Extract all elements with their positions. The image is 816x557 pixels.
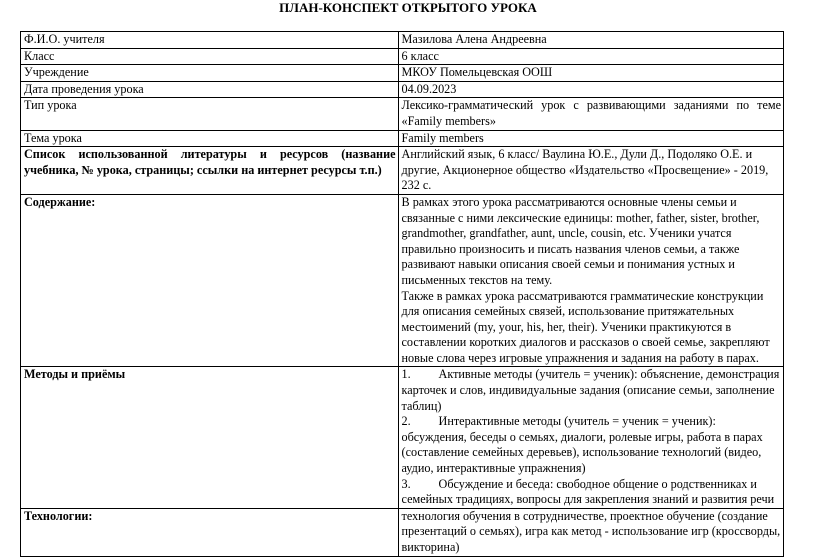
date-value: 04.09.2023 [398,81,783,98]
table-row [21,194,784,367]
literature-label: Список использованной литературы и ресурсов (название учебника, № урока, страницы; ссылки на интернет ресурсы т.п.) [21,147,399,195]
technologies-label: Технологии: [21,508,399,556]
table-row [21,508,784,556]
table-row [21,367,784,508]
list-item [402,367,781,414]
list-item-text: Обсуждение и беседа: свободное общение о родственниках и семейных традициях, вопросы для закрепления знаний и развития речи [401,476,775,507]
grade-value: 6 класс [398,48,783,65]
school-value: МКОУ Помельцевская ООШ [398,65,783,82]
grade-label: Класс [21,48,399,65]
lesson-plan-table [20,31,784,557]
table-row [21,65,784,82]
topic-value: Family members [398,130,783,147]
teacher-value: Мазилова Алена Андреевна [398,32,783,49]
table-row [21,32,784,49]
content-label: Содержание: [21,194,399,367]
table-row [21,48,784,65]
list-item-number: 1. [401,367,411,382]
list-item [402,477,781,508]
topic-label: Тема урока [21,130,399,147]
table-row [21,81,784,98]
list-item-number: 2. [401,414,411,429]
list-item-number: 3. [401,476,411,491]
document-title: ПЛАН-КОНСПЕКТ ОТКРЫТОГО УРОКА [279,0,537,15]
teacher-label: Ф.И.О. учителя [21,32,399,49]
literature-value: Английский язык, 6 класс/ Ваулина Ю.Е., Дули Д., Подоляко О.Е. и другие, Акционерное общество «Издательство «Просвещение» - 2019, 232 с. [398,147,783,195]
methods-label: Методы и приёмы [21,367,399,508]
list-item [402,414,781,476]
lesson-type-value: Лексико-грамматический урок с развивающими заданиями по теме «Family members» [398,98,783,130]
content-paragraph-1: В рамках этого урока рассматриваются основные члены семьи и связанные с ними лексические единицы: mother, father, sister, brother, grandmother, grandfather, aunt, uncle, cousin, etc. Ученики учатся правильно произносить и писать названия членов семьи, а также развивают навыки описания своей семьи и понимания устных и письменных текстов на тему. [401,194,760,287]
content-paragraph-2: Также в рамках урока рассматриваются грамматические конструкции для описания семейных связей, использование притяжательных местоимений (my, your, his, her, their). Ученики практикуются в составлении коротких диалогов и рассказов о своей семье, закрепляют новые слова через игровые упражнения и задания на работу в парах. [401,288,770,365]
table-row [21,147,784,195]
list-item-text: Интерактивные методы (учитель = ученик = ученик): обсуждения, беседы о семьях, диалоги, ролевые игры, работа в парах (составление семейных деревьев), использование технологий (видео, аудио, интерактивные упражнения) [401,414,763,476]
table-row [21,130,784,147]
school-label: Учреждение [21,65,399,82]
methods-list [398,367,783,508]
list-item-text: Активные методы (учитель = ученик): объяснение, демонстрация карточек и слов, индивидуальные задания (описание семьи, заполнение таблиц) [401,367,780,413]
lesson-type-label: Тип урока [21,98,399,130]
content-value [398,194,783,367]
technologies-value: технология обучения в сотрудничестве, проектное обучение (создание презентаций о семьях), игра как метод - использование игр (кроссворды, викторина) [398,508,783,556]
date-label: Дата проведения урока [21,81,399,98]
table-row [21,98,784,130]
